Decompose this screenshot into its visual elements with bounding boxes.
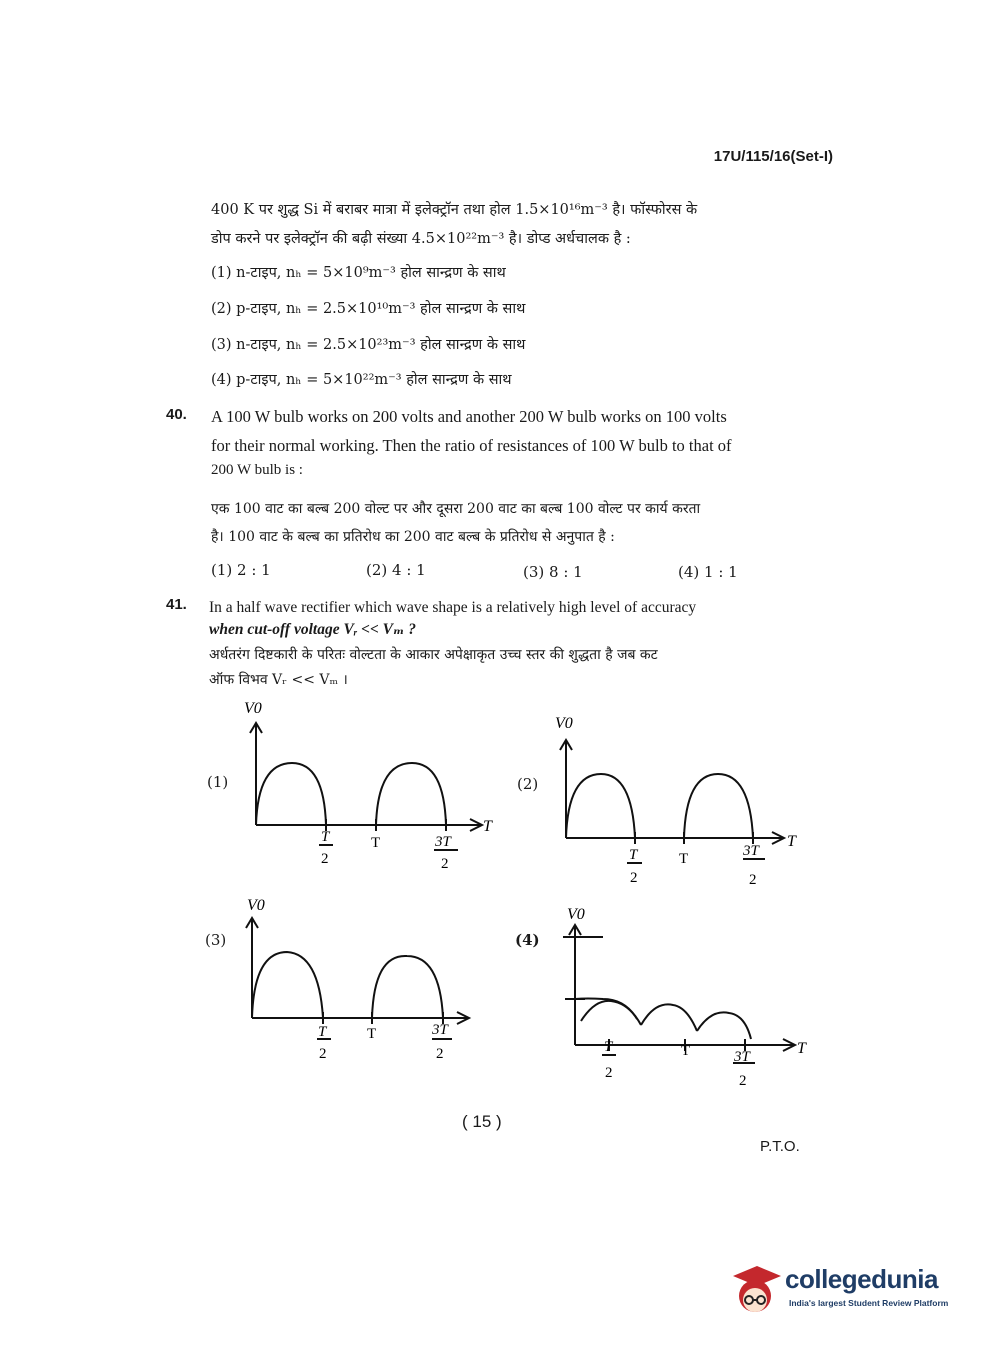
q40-number: 40. (166, 406, 187, 423)
q40-english-line1: A 100 W bulb works on 200 volts and another 200 W bulb works on 100 volts (211, 407, 727, 426)
graph-1 (240, 695, 500, 885)
graph-1-tick-3half-num: 3T (435, 834, 451, 850)
graph-1-y-label: V0 (244, 700, 262, 717)
graph-2-tick-t: T (679, 851, 689, 867)
graph-option-3-label: (3) (205, 931, 227, 949)
graph-4-hump-1 (581, 1001, 641, 1025)
graph-1-tick-half-num: T (321, 829, 330, 845)
graph-2-tick-half-num: T (629, 847, 638, 863)
logo-mascot-icon (727, 1262, 783, 1320)
q40-option-2: (2) 4 : 1 (366, 561, 426, 579)
graph-1-tick-t: T (371, 835, 381, 851)
graph-option-1-label: (1) (207, 773, 229, 791)
graph-4-tick-3half-den: 2 (739, 1073, 747, 1089)
graph-option-2-label: (2) (517, 775, 539, 793)
graph-1-half-wave-1 (256, 763, 326, 825)
graph-4-hump-2 (641, 1004, 697, 1031)
graph-4-tick-half-num: T (604, 1039, 613, 1055)
q41-english-line2: when cut-off voltage Vᵣ << Vₘ ? (209, 621, 416, 638)
graph-3-tick-half-den: 2 (319, 1046, 327, 1062)
graph-2-tick-3half-den: 2 (749, 872, 757, 888)
graph-3-half-wave-1 (252, 952, 323, 1018)
q41-english-line1: In a half wave rectifier which wave shape is a relatively high level of accuracy (209, 599, 697, 616)
q39-stem-line1: 400 K पर शुद्ध Si में बराबर मात्रा में इलेक्ट्रॉन तथा होल 1.5×10¹⁶m⁻³ है। फॉस्फोरस के (211, 202, 698, 218)
graph-2-y-label: V0 (555, 715, 573, 732)
graph-2-tick-3half-num: 3T (743, 843, 759, 859)
q39-option-2: (2) p-टाइप, nₕ = 2.5×10¹⁰m⁻³ होल सान्द्रण के साथ (211, 301, 526, 317)
page-number: ( 15 ) (462, 1112, 502, 1131)
graph-3-tick-3half-den: 2 (436, 1046, 444, 1062)
graph-4-tick-3half-num: 3T (734, 1049, 750, 1065)
graph-option-4-label: (4) (515, 931, 540, 949)
graph-2 (550, 700, 810, 890)
paper-code: 17U/115/16(Set-I) (713, 148, 833, 165)
collegedunia-logo[interactable] (727, 1262, 967, 1322)
q40-english-line3: 200 W bulb is : (211, 462, 303, 478)
q41-hindi-line2: ऑफ विभव Vᵣ << Vₘ । (209, 672, 348, 688)
q40-option-1: (1) 2 : 1 (211, 561, 271, 579)
graph-1-x-label: T (483, 818, 492, 835)
graph-3-y-label: V0 (247, 897, 265, 914)
q39-stem-line2: डोप करने पर इलेक्ट्रॉन की बढ़ी संख्या 4.5×10²²m⁻³ है। डोप्ड अर्धचालक है : (211, 231, 631, 247)
graph-2-x-label: T (787, 833, 796, 850)
q40-option-4: (4) 1 : 1 (678, 563, 738, 581)
graph-4-tick-t: T (681, 1043, 691, 1059)
q39-option-3: (3) n-टाइप, nₕ = 2.5×10²³m⁻³ होल सान्द्रण के साथ (211, 337, 526, 353)
graph-3-tick-half-num: T (318, 1024, 327, 1040)
graph-2-half-wave-1 (566, 774, 635, 838)
graph-1-half-wave-2 (376, 763, 446, 825)
graph-1-tick-half-den: 2 (321, 851, 329, 867)
pto-marker: P.T.O. (760, 1138, 800, 1155)
q41-hindi-line1: अर्धतरंग दिष्टकारी के परितः वोल्टता के आकार अपेक्षाकृत उच्च स्तर की शुद्धता है जब कट (209, 647, 658, 663)
graph-4 (555, 895, 815, 1095)
graph-3-tick-3half-num: 3T (432, 1022, 448, 1038)
logo-wordmark: collegedunia (785, 1264, 938, 1294)
q39-option-1: (1) n-टाइप, nₕ = 5×10⁹m⁻³ होल सान्द्रण के साथ (211, 265, 506, 281)
graph-2-half-wave-2 (684, 774, 753, 838)
q40-english-line2: for their normal working. Then the ratio of resistances of 100 W bulb to that of (211, 436, 732, 455)
q39-option-4: (4) p-टाइप, nₕ = 5×10²²m⁻³ होल सान्द्रण के साथ (211, 372, 512, 388)
graph-4-hump-3 (697, 1012, 751, 1039)
graph-3-tick-t: T (367, 1026, 377, 1042)
graph-3 (235, 890, 495, 1080)
q40-option-3: (3) 8 : 1 (523, 563, 583, 581)
logo-tagline: India's largest Student Review Platform (789, 1298, 949, 1308)
graph-4-tick-half-den: 2 (605, 1065, 613, 1081)
graph-4-y-label: V0 (567, 906, 585, 923)
q41-number: 41. (166, 596, 187, 613)
graph-3-half-wave-2 (372, 956, 443, 1018)
q40-hindi-line1: एक 100 वाट का बल्ब 200 वोल्ट पर और दूसरा 200 वाट का बल्ब 100 वोल्ट पर कार्य करता (211, 501, 701, 517)
graph-2-tick-half-den: 2 (630, 870, 638, 886)
graph-4-x-label: T (797, 1040, 806, 1057)
q40-hindi-line2: है। 100 वाट के बल्ब का प्रतिरोध का 200 वाट बल्ब के प्रतिरोध से अनुपात है : (211, 529, 615, 545)
graph-1-tick-3half-den: 2 (441, 856, 449, 872)
